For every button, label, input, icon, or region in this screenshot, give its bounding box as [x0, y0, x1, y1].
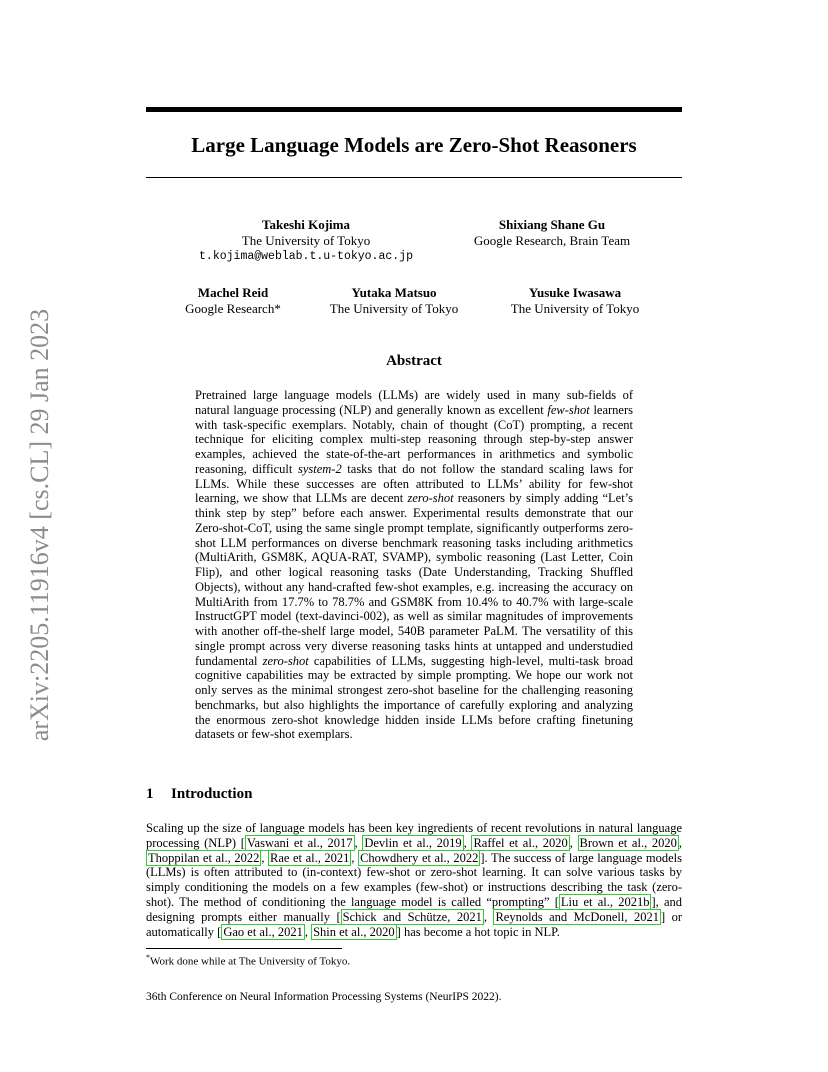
author-affiliation: The University of Tokyo [329, 301, 459, 316]
intro-text-part: , [569, 835, 578, 850]
citation-link[interactable]: Schick and Schütze, 2021 [342, 909, 482, 924]
abstract-heading: Abstract [386, 353, 442, 369]
author-block [166, 285, 300, 317]
intro-text-part: , [354, 835, 363, 850]
intro-text-part: , [483, 909, 494, 924]
author-block [314, 285, 474, 317]
section-title: Introduction [171, 786, 253, 802]
intro-text-part: , [304, 924, 312, 939]
author-affiliation: Google Research, Brain Team [473, 233, 631, 248]
author-name: Yutaka Matsuo [351, 285, 437, 300]
author-name: Takeshi Kojima [261, 217, 350, 232]
author-name: Machel Reid [197, 285, 269, 300]
citation-link[interactable]: Liu et al., 2021b [560, 894, 650, 909]
arxiv-identifier[interactable]: arXiv:2205.11916v4 [cs.CL] 29 Jan 2023 [25, 308, 54, 742]
footnote-mark: * [146, 953, 150, 962]
title-bottom-rule [146, 177, 682, 178]
author-block [176, 217, 436, 265]
title-top-rule [146, 107, 682, 112]
footnote-rule [146, 948, 342, 949]
paper-title: Large Language Models are Zero-Shot Reasoners [191, 133, 637, 157]
author-name: Yusuke Iwasawa [528, 285, 622, 300]
intro-text-part: , [351, 850, 359, 865]
intro-text-part: , [261, 850, 269, 865]
citation-link[interactable]: Brown et al., 2020 [579, 835, 677, 850]
citation-link[interactable]: Devlin et al., 2019 [364, 835, 462, 850]
abstract-text-part: learners with task-specific exemplars. Notably, chain of thought (CoT) prompting, a recent technique for eliciting complex multi-step reasoning through step-by-step answer examples, achieved the state-of-the-art performances in arithmetics and symbolic reasoning, difficult [195, 402, 633, 476]
abstract-emphasis: zero-shot [262, 653, 309, 668]
citation-link[interactable]: Raffel et al., 2020 [473, 835, 568, 850]
introduction-text [146, 821, 682, 939]
intro-text-part: ] or automatically [ [146, 909, 683, 939]
intro-text-part: , [678, 835, 682, 850]
author-block [452, 217, 652, 249]
abstract-emphasis: few-shot [547, 402, 590, 417]
abstract-text-part: capabilities of LLMs, suggesting high-level, multi-task broad cognitive capabilities may be extracted by simple prompting. We hope our work not only serves as the minimal strongest zero-shot baseline for the challenging reasoning benchmarks, but also highlights the importance of carefully exploring and analyzing the enormous zero-shot knowledge hidden inside LLMs before crafting finetuning datasets or few-shot exemplars. [195, 653, 633, 742]
citation-link[interactable]: Shin et al., 2020 [313, 924, 395, 939]
section-number: 1 [146, 786, 154, 802]
author-block [495, 285, 655, 317]
section-heading [146, 786, 252, 803]
abstract-emphasis: system-2 [297, 461, 342, 476]
author-affiliation: The University of Tokyo [241, 233, 371, 248]
intro-text-part: ], and designing prompts either manually [ [146, 894, 682, 924]
author-email[interactable]: t.kojima@weblab.t.u-tokyo.ac.jp [199, 250, 413, 263]
author-affiliation: Google Research* [185, 301, 281, 316]
intro-text-part: ] has become a hot topic in NLP. [396, 924, 560, 939]
citation-link[interactable]: Rae et al., 2021 [270, 850, 350, 865]
intro-text-part: Scaling up the size of language models has been key ingredients of recent revolutions in natural language processing (NLP) [ [146, 821, 682, 850]
abstract-text-part: reasoners by simply adding “Let’s think step by step” before each answer. Experimental results demonstrate that our Zero-shot-CoT, using the same single prompt template, significantly outperforms zero-shot LLM performances on diverse benchmark reasoning tasks including arithmetics (MultiArith, GSM8K, AQUA-RAT, SVAMP), symbolic reasoning (Last Letter, Coin Flip), and other logical reasoning tasks (Date Understanding, Tracking Shuffled Objects), without any hand-crafted few-shot examples, e.g. increasing the accuracy on MultiArith from 17.7% to 78.7% and GSM8K from 10.4% to 40.7% with large-scale InstructGPT model (text-davinci-002), as well as similar magnitudes of improvements with another off-the-shelf large model, 540B parameter PaLM. The versatility of this single prompt across very diverse reasoning tasks hints at untapped and understudied fundamental [195, 491, 633, 668]
footnote-text: Work done while at The University of Tokyo. [150, 955, 351, 968]
citation-link[interactable]: Thoppilan et al., 2022 [148, 850, 260, 865]
venue-note: 36th Conference on Neural Information Processing Systems (NeurIPS 2022). [146, 991, 502, 1003]
author-name: Shixiang Shane Gu [498, 217, 606, 232]
citation-link[interactable]: Vaswani et al., 2017 [246, 835, 353, 850]
abstract-text-part: tasks that do not follow the standard scaling laws for LLMs. While these successes are often attributed to LLMs’ ability for few-shot learning, we show that LLMs are decent [195, 461, 633, 506]
intro-text-part: ]. The success of large language models (LLMs) is often attributed to (in-context) few-shot or zero-shot learning. It can solve various tasks by simply conditioning the models on a few examples (few-shot) or instructions describing the task (zero-shot). The method of conditioning the language model is called “prompting” [ [146, 850, 683, 909]
intro-text-part: , [463, 835, 472, 850]
citation-link[interactable]: Chowdhery et al., 2022 [360, 850, 479, 865]
abstract-text [195, 388, 633, 742]
abstract-text-part: Pretrained large language models (LLMs) are widely used in many sub-fields of natural language processing (NLP) and generally known as excellent [195, 388, 633, 417]
footnote [146, 951, 350, 969]
abstract-emphasis: zero-shot [407, 491, 454, 506]
citation-link[interactable]: Gao et al., 2021 [223, 924, 303, 939]
citation-link[interactable]: Reynolds and McDonell, 2021 [495, 909, 659, 924]
author-affiliation: The University of Tokyo [510, 301, 640, 316]
